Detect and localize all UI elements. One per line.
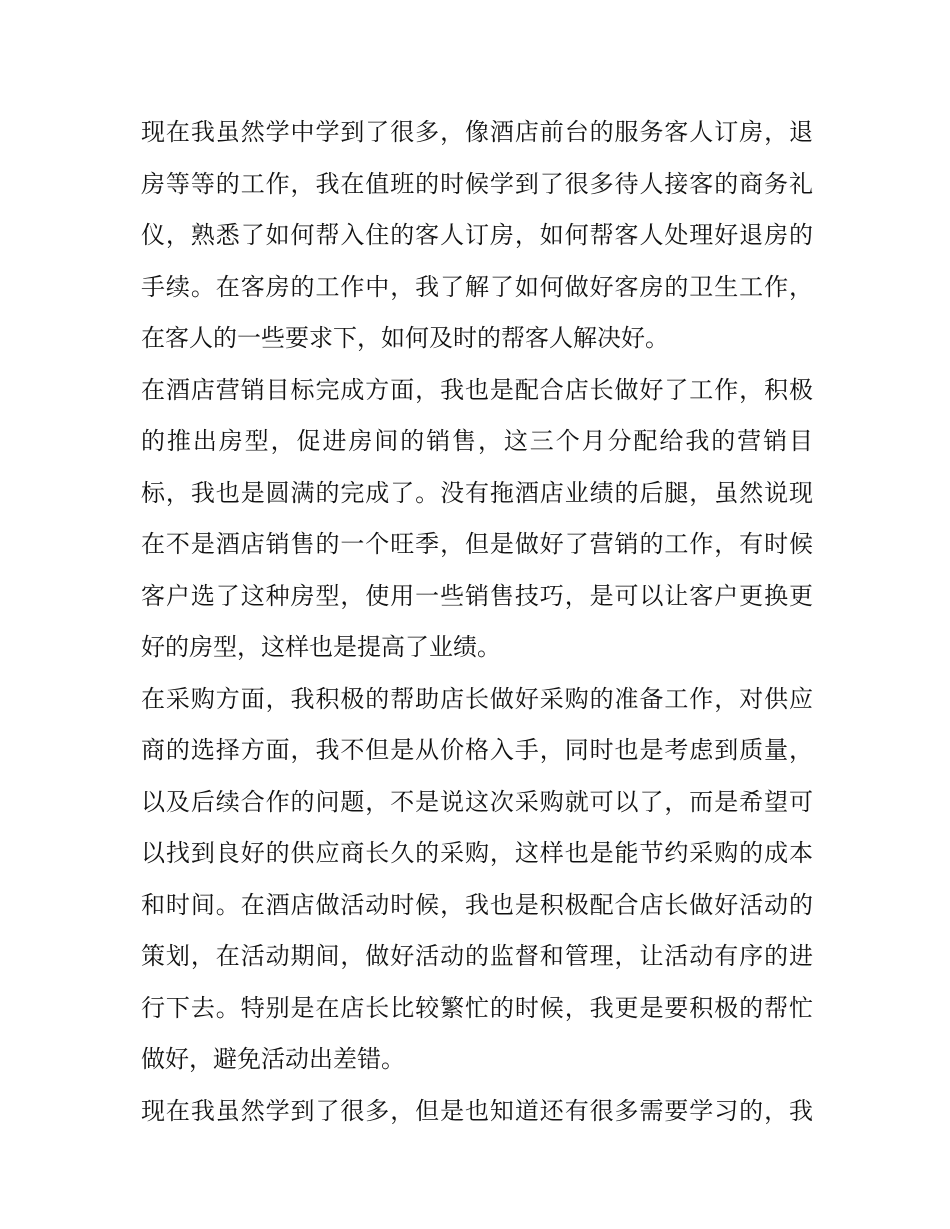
text-line: 现在我虽然学中学到了很多，像酒店前台的服务客人订房，退 — [141, 118, 813, 146]
text-line: 仪，熟悉了如何帮入住的客人订房，如何帮客人处理好退房的 — [141, 221, 813, 249]
text-line: 在不是酒店销售的一个旺季，但是做好了营销的工作，有时候 — [141, 530, 813, 558]
text-line: 以及后续合作的问题，不是说这次采购就可以了，而是希望可 — [141, 787, 813, 816]
text-line: 商的选择方面，我不但是从价格入手，同时也是考虑到质量， — [141, 736, 813, 764]
text-line: 的推出房型，促进房间的销售，这三个月分配给我的营销目 — [141, 427, 813, 455]
paragraph-1 — [141, 107, 813, 365]
text-line: 在采购方面，我积极的帮助店长做好采购的准备工作，对供应 — [141, 684, 813, 713]
text-line: 好的房型，这样也是提高了业绩。 — [141, 633, 501, 661]
text-line: 现在我虽然学到了很多，但是也知道还有很多需要学习的，我 — [141, 1096, 813, 1125]
paragraph-3 — [141, 674, 813, 1086]
paragraph-4 — [141, 1086, 813, 1138]
text-line: 在客人的一些要求下，如何及时的帮客人解决好。 — [141, 324, 669, 352]
text-line: 在酒店营销目标完成方面，我也是配合店长做好了工作，积极 — [141, 375, 813, 404]
text-line: 以找到良好的供应商长久的采购，这样也是能节约采购的成本 — [141, 839, 813, 867]
text-line: 手续。在客房的工作中，我了解了如何做好客房的卫生工作， — [141, 272, 813, 301]
document-body — [141, 107, 813, 1137]
paragraph-2 — [141, 365, 813, 674]
text-line: 策划，在活动期间，做好活动的监督和管理，让活动有序的进 — [141, 942, 813, 970]
text-line: 和时间。在酒店做活动时候，我也是积极配合店长做好活动的 — [141, 890, 813, 919]
text-line: 标，我也是圆满的完成了。没有拖酒店业绩的后腿，虽然说现 — [141, 478, 813, 507]
text-line: 房等等的工作，我在值班的时候学到了很多待人接客的商务礼 — [141, 169, 813, 198]
text-line: 客户选了这种房型，使用一些销售技巧，是可以让客户更换更 — [141, 581, 813, 610]
text-line: 行下去。特别是在店长比较繁忙的时候，我更是要积极的帮忙 — [141, 993, 813, 1022]
text-line: 做好，避免活动出差错。 — [141, 1045, 405, 1073]
